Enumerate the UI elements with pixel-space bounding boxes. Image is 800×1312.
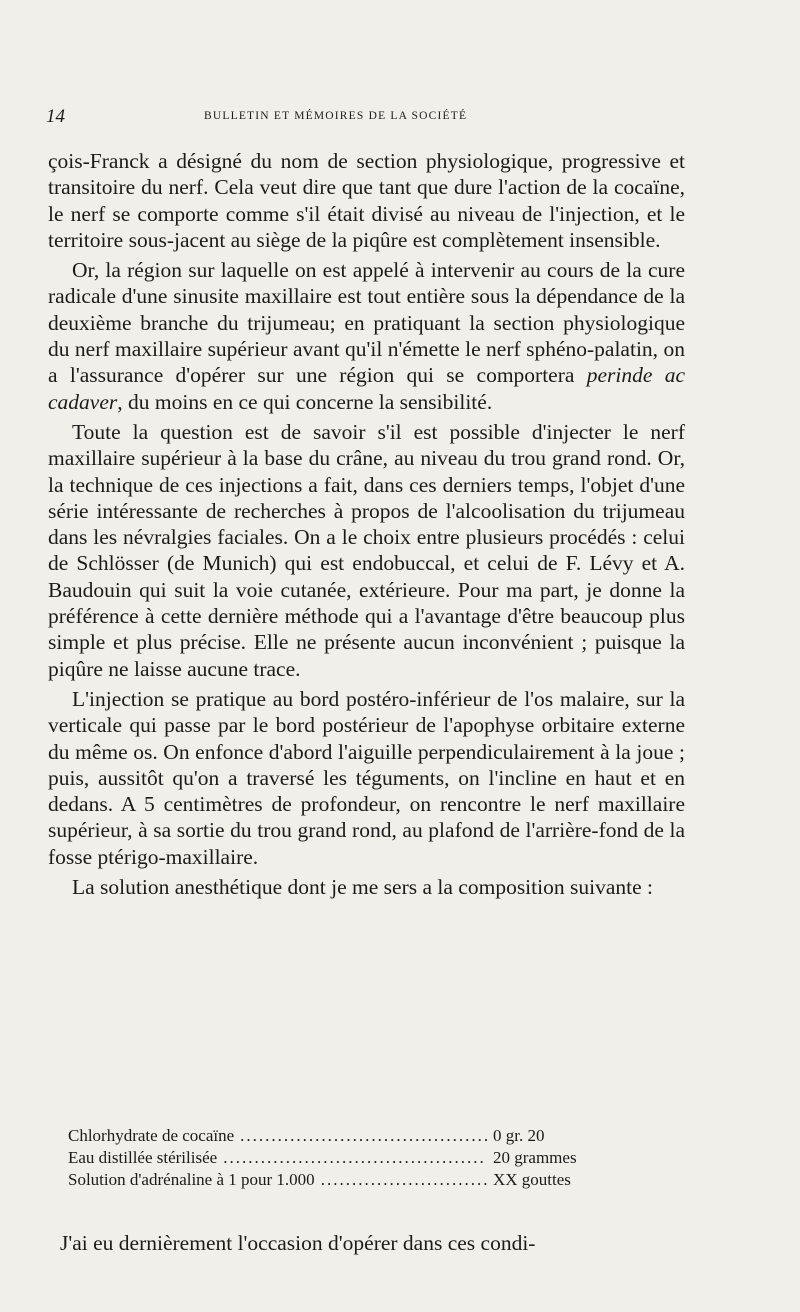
- dot-leader: [240, 1125, 487, 1147]
- paragraph-text: L'injection se pratique au bord postéro-inférieur de l'os malaire, sur la verticale qui passe par le bord postérieur de l'apophyse orbitaire externe du même os. On enfonce d'abord l'aiguille perpendiculairement à la joue ; puis, aussitôt qu'on a traversé les téguments, on l'incline en haut et en dedans. A 5 centimètres de profondeur, on rencontre le nerf maxillaire supérieur, à sa sortie du trou grand rond, au plafond de l'arrière-fond de la fosse ptérigo-maxillaire.: [48, 686, 685, 869]
- paragraph-text: çois-Franck a désigné du nom de section physiologique, progressive et transitoire du nerf. Cela veut dire que tant que dure l'action de la cocaïne, le nerf se comporte comme s'il était divisé au niveau de l'injection, et le territoire sous-jacent au siège de la piqûre est complètement insensible.: [48, 149, 685, 252]
- ingredient-name: Eau distillée stérilisée: [68, 1148, 218, 1167]
- ingredient-quantity: XX gouttes: [493, 1170, 571, 1189]
- page-number: 14: [46, 106, 65, 127]
- paragraph-4: [48, 686, 685, 870]
- body-text: [48, 148, 685, 900]
- formula-row: [68, 1125, 608, 1147]
- paragraph-text: Or, la région sur laquelle on est appelé à intervenir au cours de la cure radicale d'une sinusite maxillaire est tout entière sous la dépendance de la deuxième branche du trijumeau; en pratiquant la section physiologique du nerf maxillaire supérieur avant qu'il n'émette le nerf sphéno-palatin, on a l'assurance d'opérer sur une région qui se comportera: [48, 258, 685, 388]
- paragraph-3: [48, 419, 685, 682]
- closing-line: J'ai eu dernièrement l'occasion d'opérer dans ces condi-: [60, 1230, 536, 1255]
- latin-phrase: perinde ac cadaver: [48, 363, 686, 414]
- paragraph-text-continued: , du moins en ce qui concerne la sensibilité.: [117, 389, 493, 414]
- running-head: BULLETIN ET MÉMOIRES DE LA SOCIÉTÉ: [204, 110, 468, 122]
- formula-row: [68, 1169, 608, 1191]
- paragraph-text: La solution anesthétique dont je me sers a la composition suivante :: [72, 875, 653, 900]
- paragraph-2: [48, 257, 685, 415]
- ingredient-name: Chlorhydrate de cocaïne: [68, 1126, 235, 1145]
- formula-row: [68, 1147, 608, 1169]
- paragraph-1: [48, 148, 685, 253]
- dot-leader: [321, 1169, 487, 1191]
- ingredient-quantity: 20 grammes: [493, 1148, 577, 1167]
- anesthetic-formula: [68, 1125, 608, 1191]
- ingredient-quantity: 0 gr. 20: [493, 1126, 545, 1145]
- paragraph-5: [48, 874, 685, 900]
- ingredient-name: Solution d'adrénaline à 1 pour 1.000: [68, 1170, 315, 1189]
- paragraph-text: Toute la question est de savoir s'il est possible d'injecter le nerf maxillaire supérieur à la base du crâne, au niveau du trou grand rond. Or, la technique de ces injections a fait, dans ces derniers temps, l'objet d'une série intéressante de recherches à propos de l'alcoolisation du trijumeau dans les névralgies faciales. On a le choix entre plusieurs procédés : celui de Schlösser (de Munich) qui est endobuccal, et celui de F. Lévy et A. Baudouin qui suit la voie cutanée, extérieure. Pour ma part, je donne la préférence à cette dernière méthode qui a l'avantage d'être beaucoup plus simple et plus précise. Elle ne présente aucun inconvénient ; puisque la piqûre ne laisse aucune trace.: [48, 419, 685, 681]
- dot-leader: [223, 1147, 487, 1169]
- page-header: [46, 106, 696, 126]
